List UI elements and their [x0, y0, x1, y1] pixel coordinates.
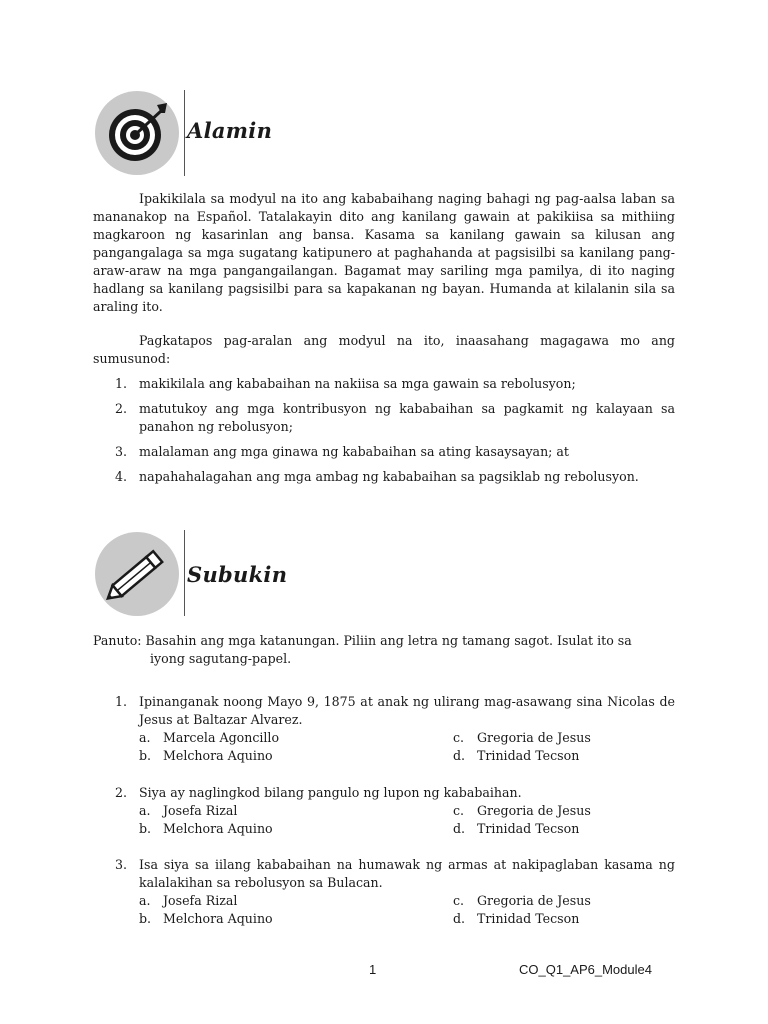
choice-text: Gregoria de Jesus — [477, 893, 591, 908]
choice-option — [453, 892, 673, 910]
list-item-number: 2. — [115, 401, 128, 416]
list-item — [115, 443, 675, 461]
instruction-text-continued: iyong sagutang-papel. — [150, 651, 292, 666]
choice-text: Josefa Rizal — [163, 803, 238, 818]
list-item-number: 1. — [115, 376, 128, 391]
choice-letter: a. — [139, 893, 151, 908]
choice-option — [139, 802, 453, 820]
section-title-subukin: Subukin — [187, 562, 288, 587]
subukin-header — [95, 530, 695, 620]
choice-text: Melchora Aquino — [163, 821, 273, 836]
question-3 — [115, 856, 675, 928]
choice-option — [139, 747, 453, 765]
choice-letter: d. — [453, 911, 466, 926]
choice-text: Gregoria de Jesus — [477, 803, 591, 818]
alamin-intro-paragraph: Ipakikilala sa modyul na ito ang kababaihang naging bahagi ng pag-aalsa laban sa mananakop na Español. Tatalakayin dito ang kanilang gawain at pakikiisa sa mithiing magkaroon ng kasarinlan ang bansa. Kasama sa kanilang gawain sa kilusan ang pangangalaga sa mga sugatang katipunero at paghahanda at pagsisilbi sa kanilang pang-araw-araw na mga pangangailangan. Bagamat may sariling mga pamilya, di ito naging hadlang sa kanilang pagsisilbi para sa kapakanan ng bayan. Humanda at kilalanin sila sa araling ito. — [93, 191, 675, 314]
instruction-text: Basahin ang mga katanungan. Piliin ang letra ng tamang sagot. Isulat ito sa — [145, 633, 632, 648]
choice-letter: c. — [453, 730, 465, 745]
question-number: 2. — [115, 785, 128, 800]
choice-letter: d. — [453, 748, 466, 763]
question-text: Isa siya sa iilang kababaihan na humawak ng armas at nakipaglaban kasama ng kalalakihan sa rebolusyon sa Bulacan. — [139, 857, 675, 890]
choice-text: Trinidad Tecson — [477, 821, 580, 836]
question-text: Ipinanganak noong Mayo 9, 1875 at anak ng ulirang mag-asawang sina Nicolas de Jesus at Baltazar Alvarez. — [139, 694, 675, 727]
choice-option — [139, 729, 453, 747]
list-item-text: makikilala ang kababaihan na nakiisa sa mga gawain sa rebolusyon; — [139, 376, 576, 391]
list-item-text: malalaman ang mga ginawa ng kababaihan sa ating kasaysayan; at — [139, 444, 569, 459]
choice-option — [453, 820, 673, 838]
module-code: CO_Q1_AP6_Module4 — [519, 962, 652, 977]
choice-option — [139, 892, 453, 910]
question-number: 1. — [115, 694, 128, 709]
question-2 — [115, 784, 675, 838]
header-divider — [184, 530, 185, 616]
list-item — [115, 468, 675, 486]
choice-text: Marcela Agoncillo — [163, 730, 280, 745]
question-1 — [115, 693, 675, 765]
choice-letter: b. — [139, 748, 152, 763]
choice-letter: b. — [139, 821, 152, 836]
choice-option — [453, 729, 673, 747]
question-number: 3. — [115, 857, 128, 872]
choice-letter: c. — [453, 893, 465, 908]
list-item-number: 4. — [115, 469, 128, 484]
list-item — [115, 400, 675, 436]
list-item — [115, 375, 675, 393]
list-item-text: matutukoy ang mga kontribusyon ng kababaihan sa pagkamit ng kalayaan sa panahon ng rebolusyon; — [139, 401, 675, 434]
instructions — [93, 632, 675, 668]
section-title-alamin: Alamin — [187, 118, 273, 143]
alamin-header — [95, 90, 695, 180]
choice-option — [453, 802, 673, 820]
choice-letter: a. — [139, 730, 151, 745]
choice-text: Trinidad Tecson — [477, 911, 580, 926]
list-item-number: 3. — [115, 444, 128, 459]
pencil-icon — [95, 532, 179, 616]
choice-letter: b. — [139, 911, 152, 926]
objectives-list — [115, 375, 675, 493]
header-divider — [184, 90, 185, 176]
target-icon — [95, 91, 179, 175]
choice-option — [453, 747, 673, 765]
choice-text: Trinidad Tecson — [477, 748, 580, 763]
choice-option — [139, 910, 453, 928]
choice-text: Melchora Aquino — [163, 748, 273, 763]
choices-grid — [139, 892, 675, 928]
choice-text: Josefa Rizal — [163, 893, 238, 908]
choices-grid — [139, 802, 675, 838]
objectives-intro: Pagkatapos pag-aralan ang modyul na ito, inaasahang magagawa mo ang sumusunod: — [93, 333, 675, 366]
choice-letter: d. — [453, 821, 466, 836]
choice-letter: c. — [453, 803, 465, 818]
question-text: Siya ay naglingkod bilang pangulo ng lupon ng kababaihan. — [139, 785, 522, 800]
page-number: 1 — [369, 962, 377, 977]
choice-text: Melchora Aquino — [163, 911, 273, 926]
choice-option — [139, 820, 453, 838]
instruction-label: Panuto: — [93, 633, 142, 648]
choices-grid — [139, 729, 675, 765]
list-item-text: napahahalagahan ang mga ambag ng kababaihan sa pagsiklab ng rebolusyon. — [139, 469, 639, 484]
choice-letter: a. — [139, 803, 151, 818]
choice-text: Gregoria de Jesus — [477, 730, 591, 745]
choice-option — [453, 910, 673, 928]
